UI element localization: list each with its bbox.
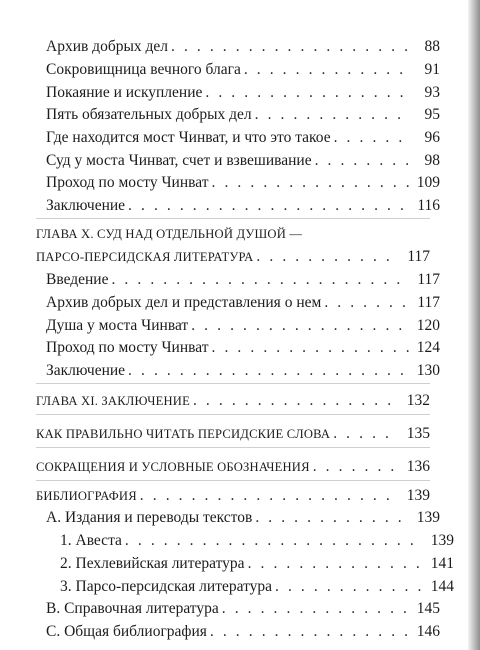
toc-entry bbox=[36, 60, 440, 80]
toc-entry-title: Заключение bbox=[46, 362, 126, 379]
toc-entry-page: 117 bbox=[407, 248, 430, 265]
dot-leader bbox=[212, 173, 409, 193]
section-divider bbox=[36, 447, 430, 448]
chapter-heading bbox=[36, 391, 430, 411]
dot-leader bbox=[244, 60, 409, 80]
toc-entry bbox=[36, 151, 440, 171]
dot-leader bbox=[171, 37, 409, 57]
toc-entry-title: Проход по мосту Чинват bbox=[46, 174, 209, 191]
chapter-heading bbox=[36, 224, 430, 244]
toc-entry bbox=[36, 105, 440, 125]
toc-entry-page: 136 bbox=[406, 458, 430, 475]
toc-entry-title: 1. Авеста bbox=[60, 532, 122, 549]
dot-leader bbox=[313, 457, 399, 477]
chapter-title: ГЛАВА XI. ЗАКЛЮЧЕНИЕ bbox=[36, 394, 190, 408]
chapter-title: БИБЛИОГРАФИЯ bbox=[36, 489, 137, 503]
toc-entry-title: Суд у моста Чинват, счет и взвешивание bbox=[46, 152, 312, 169]
toc-entry bbox=[36, 599, 440, 619]
section-divider bbox=[36, 218, 430, 219]
toc-entry-title: 2. Пехлевийская литература bbox=[60, 555, 245, 572]
toc-entry-page: 144 bbox=[430, 578, 454, 595]
dot-leader bbox=[324, 293, 409, 313]
toc-entry bbox=[36, 338, 440, 358]
toc-entry-page: 95 bbox=[424, 106, 440, 123]
toc-entry bbox=[36, 361, 440, 381]
toc-entry-page: 98 bbox=[424, 152, 440, 169]
toc-entry-page: 120 bbox=[416, 317, 440, 334]
toc-entry-page: 146 bbox=[416, 623, 440, 640]
section-divider bbox=[36, 414, 430, 415]
toc-entry-title: 3. Парсо-персидская литература bbox=[60, 578, 273, 595]
dot-leader bbox=[334, 128, 409, 148]
toc-entry-title: Введение bbox=[46, 271, 109, 288]
dot-leader bbox=[128, 361, 409, 381]
toc-entry-page: 91 bbox=[424, 61, 440, 78]
toc-entry bbox=[36, 128, 440, 148]
toc-entry bbox=[36, 316, 440, 336]
chapter-title: ГЛАВА X. СУД НАД ОТДЕЛЬНОЙ ДУШОЙ — bbox=[36, 227, 303, 241]
toc-entry bbox=[36, 622, 440, 642]
toc-entry-page: 130 bbox=[416, 362, 440, 379]
dot-leader bbox=[191, 316, 409, 336]
toc-entry-title: Пять обязательных добрых дел bbox=[46, 106, 252, 123]
chapter-title: ПАРСО-ПЕРСИДСКАЯ ЛИТЕРАТУРА bbox=[36, 250, 254, 264]
chapter-heading bbox=[36, 247, 430, 267]
toc-entry-page: 93 bbox=[424, 84, 440, 101]
toc-entry bbox=[36, 531, 454, 551]
dot-leader bbox=[128, 196, 409, 216]
dot-leader bbox=[125, 531, 423, 551]
toc-entry-title: Покаяние и искупление bbox=[46, 84, 203, 101]
toc-entry-page: 141 bbox=[430, 555, 454, 572]
dot-leader bbox=[111, 270, 409, 290]
toc-entry bbox=[36, 37, 440, 57]
dot-leader bbox=[212, 338, 409, 358]
dot-leader bbox=[222, 599, 409, 619]
toc-entry-page: 145 bbox=[416, 600, 440, 617]
dot-leader bbox=[275, 577, 423, 597]
dot-leader bbox=[256, 247, 399, 267]
dot-leader bbox=[205, 83, 409, 103]
toc-entry-title: C. Общая библиография bbox=[46, 623, 207, 640]
toc-entry-page: 135 bbox=[406, 425, 430, 442]
toc-entry-page: 117 bbox=[417, 294, 440, 311]
page-edge-shadow bbox=[468, 0, 480, 650]
toc-entry-title: Сокровищница вечного блага bbox=[46, 61, 241, 78]
dot-leader bbox=[193, 391, 399, 411]
toc-entry bbox=[36, 554, 454, 574]
section-divider bbox=[36, 383, 430, 384]
toc-entry-page: 109 bbox=[416, 174, 440, 191]
toc-entry-title: Архив добрых дел bbox=[46, 38, 168, 55]
toc-entry-title: Заключение bbox=[46, 197, 126, 214]
toc-entry-title: Душа у моста Чинват bbox=[46, 317, 189, 334]
dot-leader bbox=[140, 486, 399, 506]
toc-entry-title: A. Издания и переводы текстов bbox=[46, 509, 253, 526]
chapter-title: КАК ПРАВИЛЬНО ЧИТАТЬ ПЕРСИДСКИЕ СЛОВА bbox=[36, 427, 331, 441]
dot-leader bbox=[248, 554, 423, 574]
dot-leader bbox=[315, 151, 409, 171]
chapter-heading bbox=[36, 424, 430, 444]
toc-entry-title: Архив добрых дел и представления о нем bbox=[46, 294, 322, 311]
toc-entry-page: 88 bbox=[424, 38, 440, 55]
chapter-heading bbox=[36, 486, 430, 506]
dot-leader bbox=[333, 424, 399, 444]
toc-entry-page: 139 bbox=[430, 532, 454, 549]
toc-entry-page: 139 bbox=[406, 487, 430, 504]
chapter-heading bbox=[36, 457, 430, 477]
toc-entry-page: 117 bbox=[417, 271, 440, 288]
toc-entry bbox=[36, 173, 440, 193]
section-divider bbox=[36, 480, 430, 481]
toc-entry-page: 139 bbox=[416, 509, 440, 526]
toc-entry-title: B. Справочная литература bbox=[46, 600, 219, 617]
dot-leader bbox=[255, 508, 409, 528]
toc-entry bbox=[36, 196, 440, 216]
toc-entry-title: Где находится мост Чинват, и что это такое bbox=[46, 129, 331, 146]
dot-leader bbox=[210, 622, 409, 642]
toc-entry bbox=[36, 577, 454, 597]
toc-entry bbox=[36, 83, 440, 103]
chapter-title: СОКРАЩЕНИЯ И УСЛОВНЫЕ ОБОЗНАЧЕНИЯ bbox=[36, 460, 310, 474]
toc-entry bbox=[36, 508, 440, 528]
dot-leader bbox=[255, 105, 409, 125]
toc-entry-page: 124 bbox=[416, 339, 440, 356]
toc-entry-page: 132 bbox=[406, 392, 430, 409]
toc-entry bbox=[36, 270, 440, 290]
toc-entry bbox=[36, 293, 440, 313]
toc-entry-page: 116 bbox=[417, 197, 440, 214]
toc-entry-page: 96 bbox=[424, 129, 440, 146]
toc-entry-title: Проход по мосту Чинват bbox=[46, 339, 209, 356]
